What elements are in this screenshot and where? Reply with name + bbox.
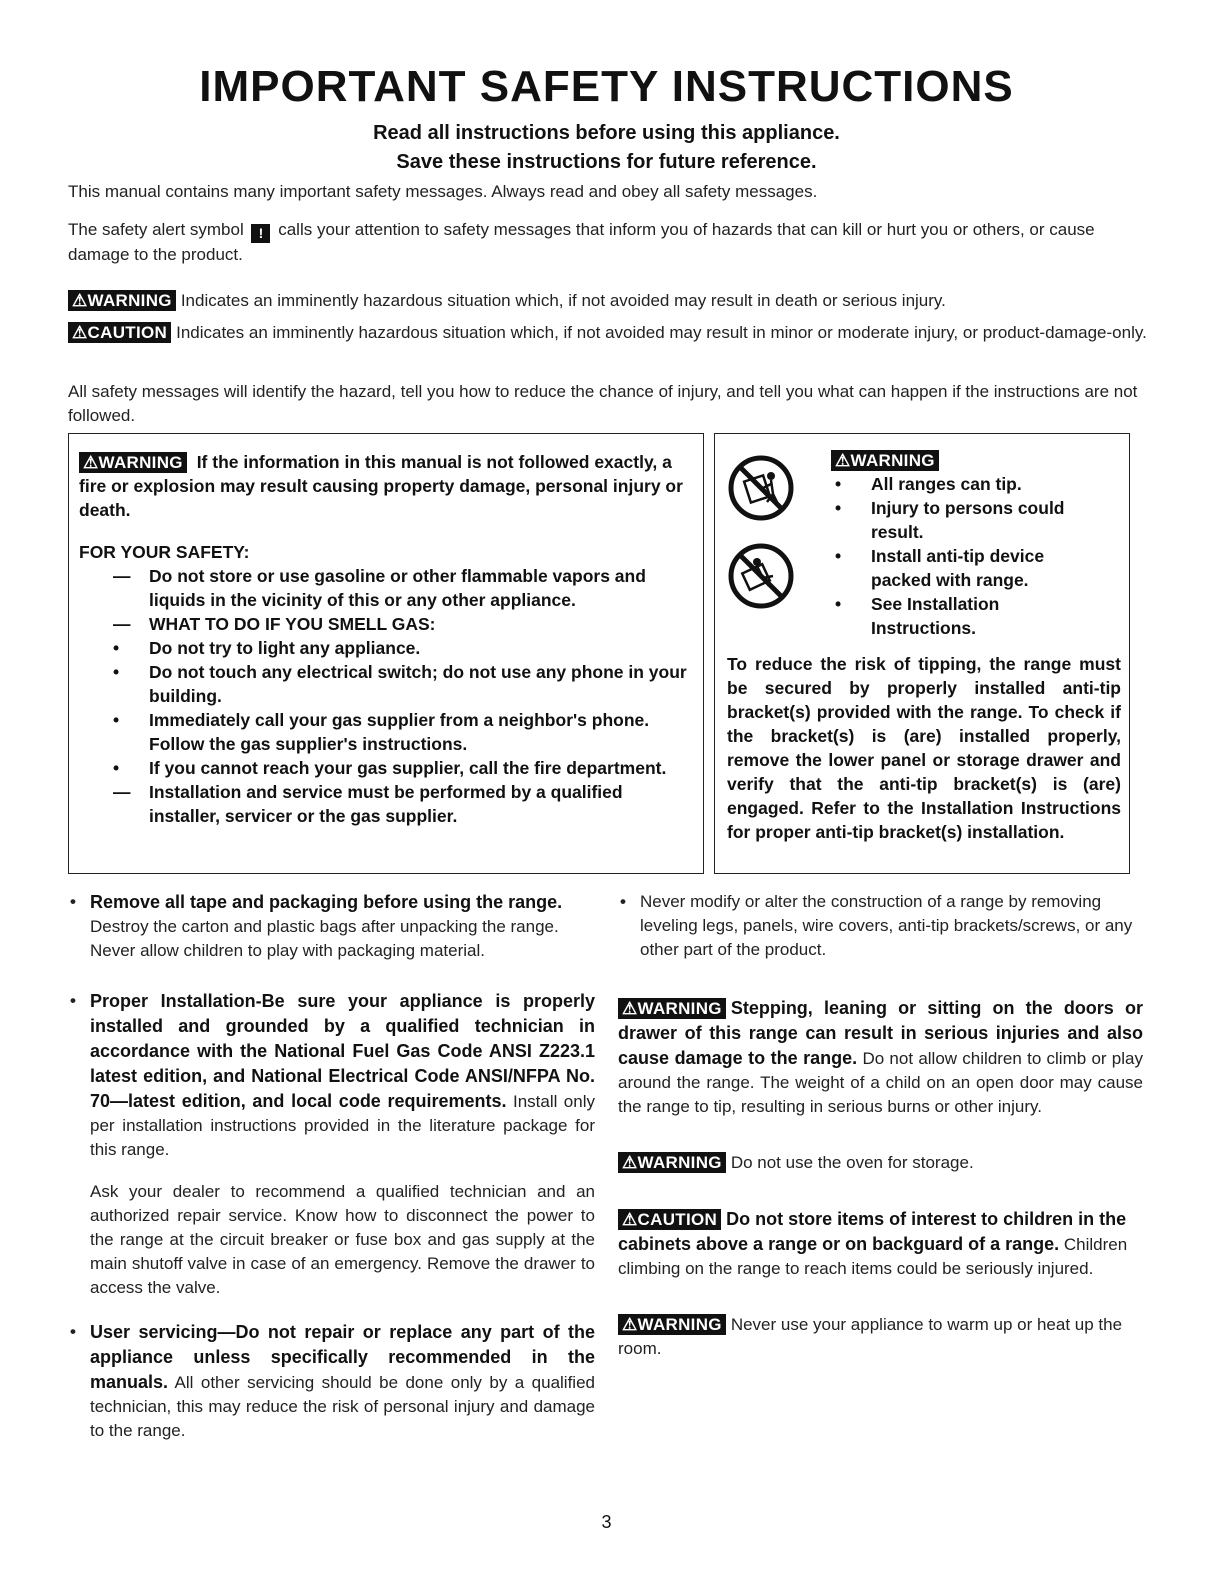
bullet-marker: • — [835, 546, 842, 566]
safety-item — [69, 636, 693, 660]
warning-badge — [618, 998, 726, 1019]
right-column — [618, 890, 1143, 1361]
badge-label: WARNING — [850, 451, 935, 470]
bullet-marker: • — [835, 594, 842, 614]
bullet-marker: • — [70, 892, 76, 911]
warning-triangle-icon: ⚠ — [835, 451, 851, 470]
tip-bullet-text: Install anti-tip device packed with range. — [871, 546, 1045, 590]
bullet-marker: • — [835, 474, 842, 494]
tip-bullet-text: Injury to persons could result. — [871, 498, 1065, 542]
for-your-safety-heading: FOR YOUR SAFETY: — [79, 542, 250, 562]
item-marker: • — [113, 758, 120, 778]
tip-bullet-text: See Installation Instructions. — [871, 594, 1000, 638]
tip-bullet — [831, 496, 1081, 544]
bullet-marker: • — [835, 498, 842, 518]
item-text: WHAT TO DO IF YOU SMELL GAS: — [149, 614, 436, 634]
warning-triangle-icon: ⚠ — [622, 999, 638, 1018]
item-marker: — — [113, 782, 131, 802]
safety-alert-icon: ! — [251, 224, 270, 243]
stepping-bold: Stepping, leaning or sitting on the doors or drawer of this range can result in serious injuries and also cause damage to the range. — [618, 998, 1143, 1068]
subtitle-save: Save these instructions for future reference. — [396, 151, 817, 173]
tip-bullet — [831, 472, 1081, 496]
item-marker: • — [113, 710, 120, 730]
item-marker: — — [113, 614, 131, 634]
tip-bullet-list — [831, 472, 1081, 640]
warning-badge — [618, 1314, 726, 1335]
item-marker: • — [113, 638, 120, 658]
safety-item-list — [69, 564, 693, 828]
item-text: Immediately call your gas supplier from a neighbor's phone. Follow the gas supplier's instructions. — [149, 710, 650, 754]
bullet-marker: • — [70, 1322, 76, 1341]
item-text: Do not try to light any appliance. — [149, 638, 421, 658]
stepping-warning — [618, 996, 1143, 1119]
item-text: Do not store or use gasoline or other flammable vapors and liquids in the vicinity of this or any other appliance. — [149, 566, 646, 610]
intro-text: This manual contains many important safety messages. Always read and obey all safety messages. — [68, 182, 818, 201]
item-marker: • — [113, 662, 120, 682]
safety-item — [69, 564, 693, 612]
safety-item — [69, 780, 693, 828]
children-text: Children climbing on the range to reach items could be seriously injured. — [618, 1235, 1128, 1278]
safety-messages-text: All safety messages will identify the hazard, tell you how to reduce the chance of injury, and tell you what can happen if the instructions are not followed. — [68, 382, 1138, 425]
storage-warning — [618, 1151, 1143, 1175]
gas-warning-box — [68, 433, 704, 874]
storage-text: Do not use the oven for storage. — [730, 1153, 974, 1172]
user-servicing-bullet — [68, 1320, 595, 1443]
alert-after-text: calls your attention to safety messages that inform you of hazards that can kill or hurt you or others, or cause damage to the product. — [68, 220, 1095, 264]
warning-triangle-icon: ⚠ — [622, 1315, 638, 1334]
packaging-text: Destroy the carton and plastic bags after unpacking the range. Never allow children to play with packaging material. — [90, 917, 559, 960]
warning-badge — [618, 1152, 726, 1173]
tip-bullet — [831, 592, 1081, 640]
badge-label: CAUTION — [87, 323, 168, 342]
children-bold: Do not store items of interest to children in the cabinets above a range or on backguard of a range. — [618, 1209, 1127, 1254]
warning-triangle-icon: ⚠ — [622, 1153, 638, 1172]
packaging-bold: Remove all tape and packaging before using the range. — [90, 892, 563, 912]
no-child-climb-icon — [727, 542, 795, 610]
item-text: Installation and service must be performed by a qualified installer, servicer or the gas supplier. — [149, 782, 623, 826]
heat-warning — [618, 1313, 1143, 1361]
warning-triangle-icon: ⚠ — [72, 291, 88, 310]
subtitle-read: Read all instructions before using this appliance. — [373, 122, 840, 144]
gas-warning-lead — [79, 450, 691, 522]
safety-item — [69, 756, 693, 780]
warning-triangle-icon: ⚠ — [622, 1210, 638, 1229]
warning-badge — [79, 452, 187, 473]
safety-item — [69, 708, 693, 756]
installation-text: Install only per installation instructions provided in the literature package for this range. — [90, 1092, 595, 1159]
left-column — [68, 890, 595, 1443]
no-tip-icon — [727, 454, 795, 522]
alert-symbol-paragraph — [68, 218, 1148, 267]
installation-bullet — [68, 989, 595, 1162]
bullet-marker: • — [70, 991, 76, 1010]
badge-label: WARNING — [637, 1315, 722, 1334]
warning-definition — [68, 289, 1148, 313]
badge-label: WARNING — [637, 1153, 722, 1172]
page-title: IMPORTANT SAFETY INSTRUCTIONS — [199, 62, 1014, 111]
user-servicing-text: All other servicing should be done only by a qualified technician, this may reduce the risk of personal injury and damage to the range. — [90, 1373, 595, 1440]
item-text: Do not touch any electrical switch; do not use any phone in your building. — [149, 662, 687, 706]
badge-label: WARNING — [98, 453, 183, 472]
packaging-bullet — [68, 890, 595, 963]
tip-paragraph: To reduce the risk of tipping, the range must be secured by properly installed anti-tip bracket(s) provided with the range. To check if the bracket(s) is (are) installed properly, remove the lower panel or storage drawer and verify that the anti-tip bracket(s) is (are) engaged. Refer to the Installation Instructions for proper anti-tip bracket(s) installation. — [727, 654, 1121, 842]
caution-def-text: Indicates an imminently hazardous situation which, if not avoided may result in minor or moderate injury, or product-damage-only. — [176, 323, 1147, 342]
item-marker: — — [113, 566, 131, 586]
tip-warning-header — [831, 450, 944, 471]
caution-badge — [618, 1209, 721, 1230]
safety-item — [69, 660, 693, 708]
user-servicing-bold: User servicing—Do not repair or replace any part of the appliance unless specifically recommended in the manuals. — [90, 1322, 595, 1392]
alert-before-text: The safety alert symbol — [68, 220, 244, 239]
bullet-marker: • — [620, 892, 626, 911]
page-number: 3 — [601, 1512, 612, 1532]
stepping-text: Do not allow children to climb or play around the range. The weight of a child on an open door may cause the range to tip, resulting in serious burns or other injury. — [618, 1049, 1143, 1116]
lead-text: If the information in this manual is not followed exactly, a fire or explosion may result causing property damage, personal injury or death. — [79, 452, 683, 520]
caution-badge — [68, 322, 171, 343]
item-text: If you cannot reach your gas supplier, call the fire department. — [149, 758, 667, 778]
warning-def-text: Indicates an imminently hazardous situation which, if not avoided may result in death or serious injury. — [180, 291, 946, 310]
badge-label: CAUTION — [637, 1210, 718, 1229]
caution-definition — [68, 321, 1148, 345]
badge-label: WARNING — [637, 999, 722, 1018]
modify-bullet — [618, 890, 1143, 962]
badge-label: WARNING — [87, 291, 172, 310]
children-caution — [618, 1207, 1143, 1281]
installation-bold: Proper Installation-Be sure your appliance is properly installed and grounded by a qualified technician in accordance with the National Fuel Gas Code ANSI Z223.1 latest edition, and National Electrical Code ANSI/NFPA No. 70—latest edition, and local code requirements. — [90, 991, 595, 1111]
warning-badge — [831, 450, 939, 471]
heat-text: Never use your appliance to warm up or heat up the room. — [618, 1315, 1123, 1358]
dealer-paragraph: Ask your dealer to recommend a qualified technician and an authorized repair service. Know how to disconnect the power to the range at the circuit breaker or fuse box and gas supply at the main shutoff valve in case of an emergency. Remove the drawer to access the valve. — [90, 1182, 595, 1297]
modify-text: Never modify or alter the construction of a range by removing leveling legs, panels, wire covers, anti-tip brackets/screws, or any other part of the product. — [640, 892, 1133, 959]
safety-item — [69, 612, 693, 636]
tip-bullet-text: All ranges can tip. — [871, 474, 1022, 494]
warning-triangle-icon: ⚠ — [72, 323, 88, 342]
warning-triangle-icon: ⚠ — [83, 453, 99, 472]
tip-bullet — [831, 544, 1081, 592]
tip-warning-box — [714, 433, 1130, 874]
warning-badge — [68, 290, 176, 311]
